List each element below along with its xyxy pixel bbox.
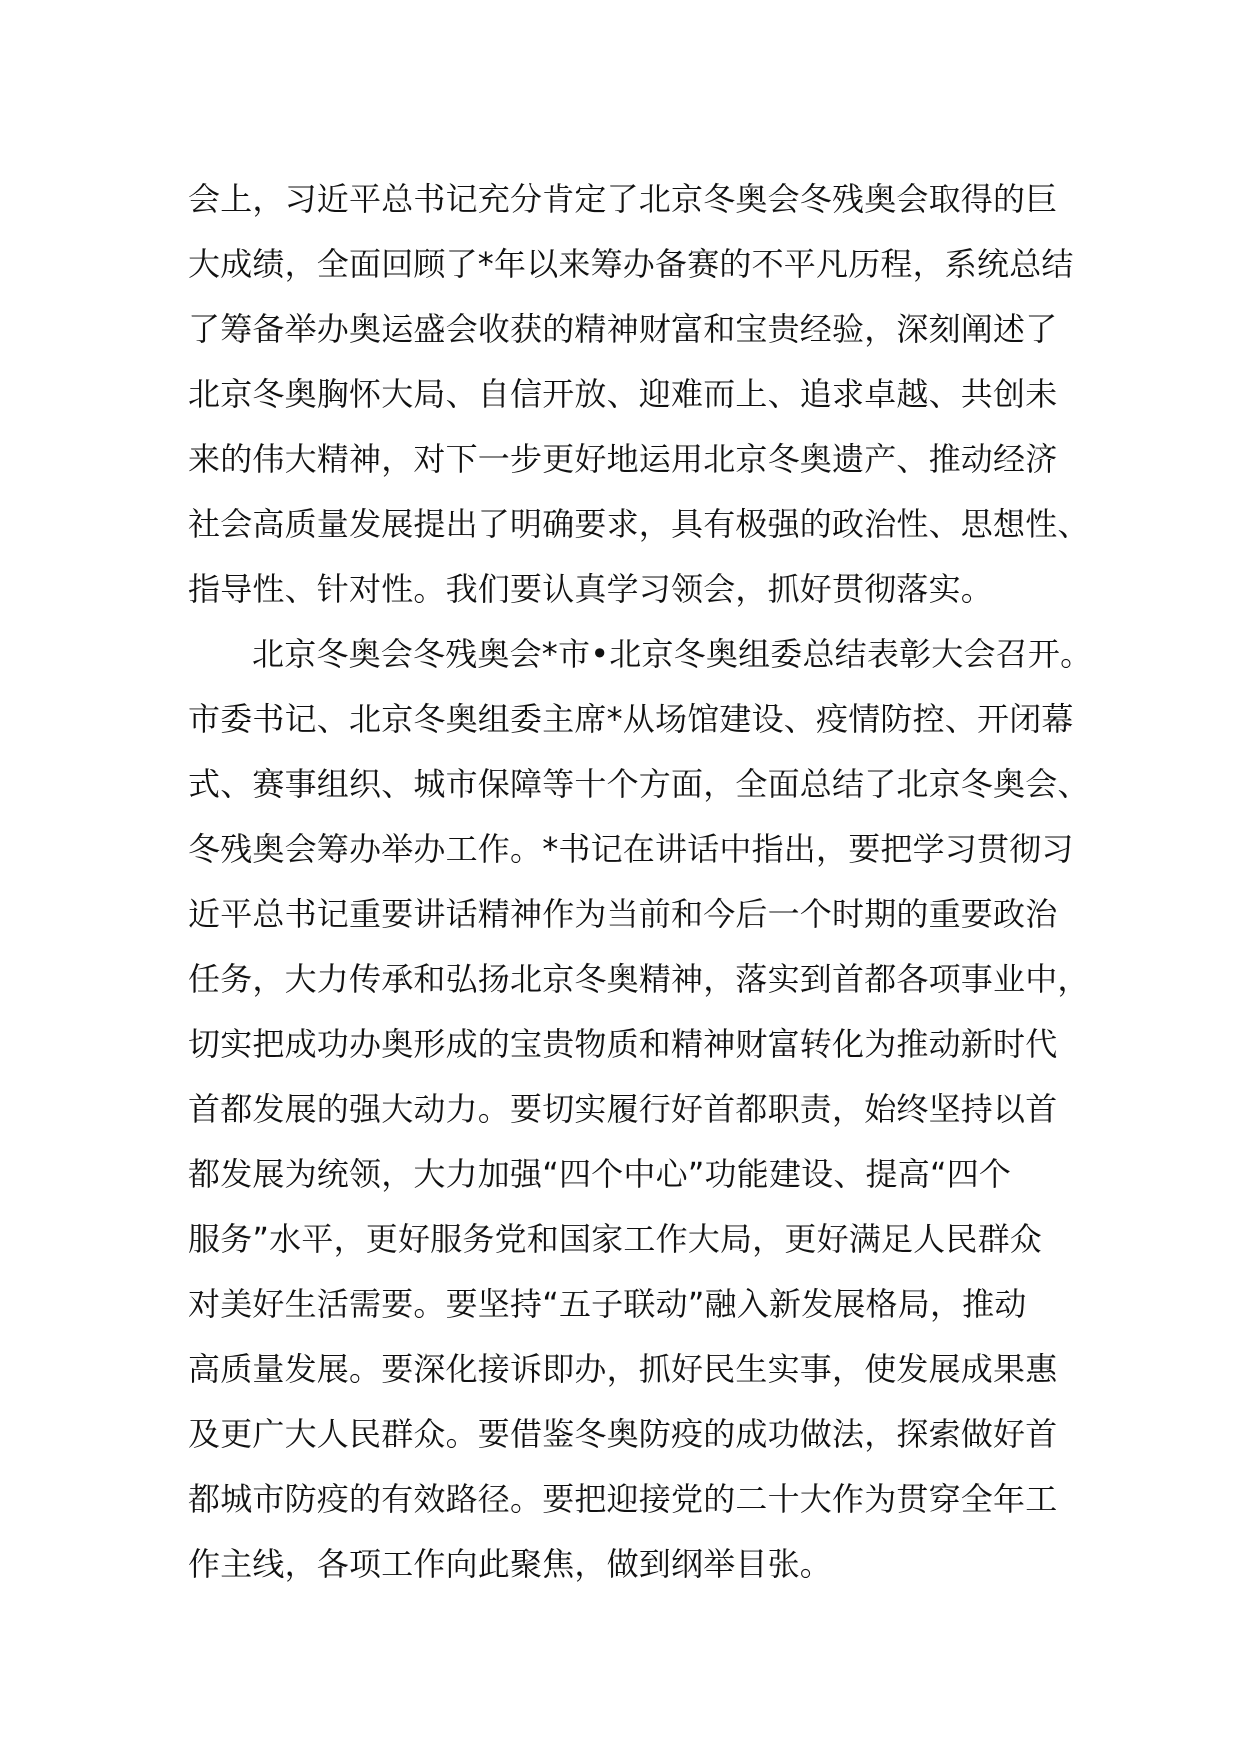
text-line: 指导性、针对性。我们要认真学习领会，抓好贯彻落实。 xyxy=(188,570,994,608)
text-line: 北京冬奥胸怀大局、自信开放、迎难而上、追求卓越、共创未 xyxy=(188,375,1058,413)
document-body xyxy=(188,167,1093,1597)
text-line: 了筹备举办奥运盛会收获的精神财富和宝贵经验，深刻阐述了 xyxy=(188,310,1058,348)
text-line-indented: 北京冬奥会冬残奥会*市•北京冬奥组委总结表彰大会召开。 xyxy=(252,635,1093,673)
text-line: 及更广大人民群众。要借鉴冬奥防疫的成功做法，探索做好首 xyxy=(188,1415,1058,1453)
text-line: 近平总书记重要讲话精神作为当前和今后一个时期的重要政治 xyxy=(188,895,1058,933)
text-line: 式、赛事组织、城市保障等十个方面，全面总结了北京冬奥会、 xyxy=(188,765,1090,803)
text-line: 作主线，各项工作向此聚焦，做到纲举目张。 xyxy=(188,1545,833,1583)
text-line: 都城市防疫的有效路径。要把迎接党的二十大作为贯穿全年工 xyxy=(188,1480,1058,1518)
text-line: 都发展为统领，大力加强“四个中心”功能建设、提高“四个 xyxy=(188,1155,1012,1193)
text-line: 切实把成功办奥形成的宝贵物质和精神财富转化为推动新时代 xyxy=(188,1025,1058,1063)
text-line: 冬残奥会筹办举办工作。*书记在讲话中指出，要把学习贯彻习 xyxy=(188,830,1074,868)
text-line: 市委书记、北京冬奥组委主席*从场馆建设、疫情防控、开闭幕 xyxy=(188,700,1074,738)
text-line: 服务”水平，更好服务党和国家工作大局，更好满足人民群众 xyxy=(188,1220,1042,1258)
text-line: 对美好生活需要。要坚持“五子联动”融入新发展格局，推动 xyxy=(188,1285,1027,1323)
text-line: 高质量发展。要深化接诉即办，抓好民生实事，使发展成果惠 xyxy=(188,1350,1058,1388)
text-line: 社会高质量发展提出了明确要求，具有极强的政治性、思想性、 xyxy=(188,505,1090,543)
text-line: 首都发展的强大动力。要切实履行好首都职责，始终坚持以首 xyxy=(188,1090,1058,1128)
text-line: 来的伟大精神，对下一步更好地运用北京冬奥遗产、推动经济 xyxy=(188,440,1058,478)
paragraph-summary xyxy=(188,167,1088,622)
text-line: 大成绩，全面回顾了*年以来筹办备赛的不平凡历程，系统总结 xyxy=(188,245,1074,283)
text-line: 会上，习近平总书记充分肯定了北京冬奥会冬残奥会取得的巨 xyxy=(188,180,1058,218)
text-line: 任务，大力传承和弘扬北京冬奥精神，落实到首都各项事业中， xyxy=(188,960,1090,998)
paragraph-meeting xyxy=(188,622,1093,1597)
